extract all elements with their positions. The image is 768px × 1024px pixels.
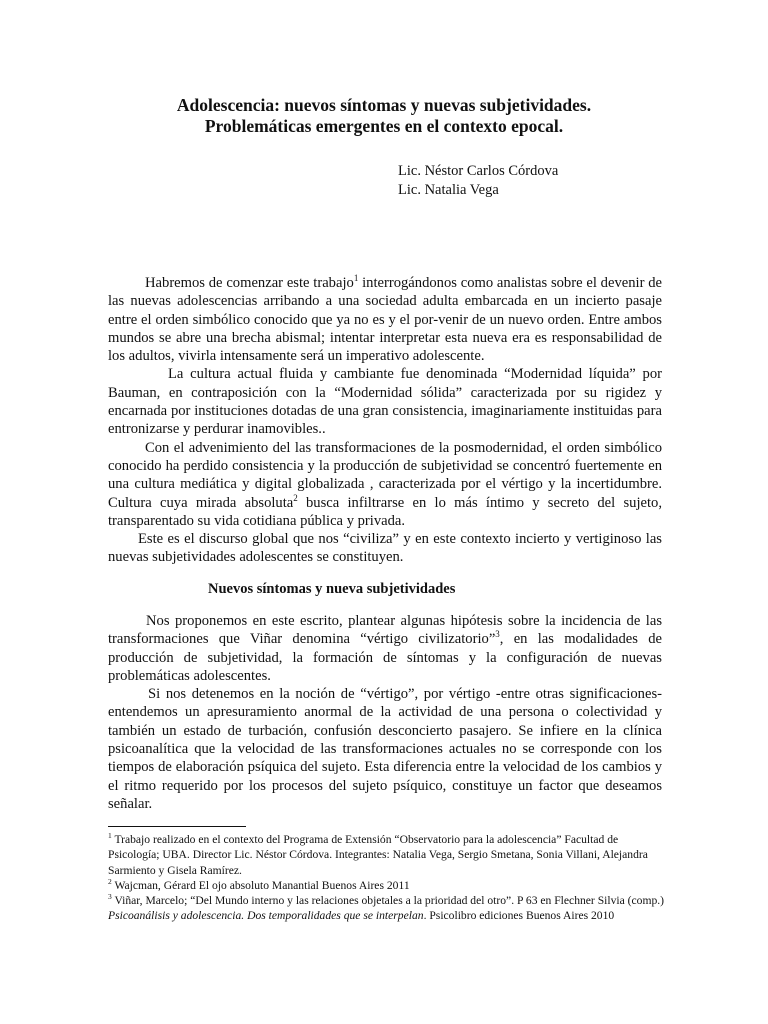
paragraph: Con el advenimiento del las transformaciones de la posmodernidad, el orden simbólico conocido ha perdido consistencia y la producción de subjetividad se concentró fuertemente en una cultura mediática y digital globalizada , caracterizada por el vértigo y la incertidumbre. Cultura cuya mirada absoluta$^2$ busca infiltrarse en lo más íntimo y secreto del sujeto, transparentado su vida cotidiana pública y privada. — [108, 439, 662, 529]
author-name: Lic. Néstor Carlos Córdova — [398, 163, 559, 179]
paragraph: Si nos detenemos en la noción de “vértigo”, por vértigo -entre otras significaciones- entendemos un apresuramiento anormal de la actividad de una persona o colectividad y también un estado de turbación, confusión desconcierto pasajero. Se infiere en la clínica psicoanalítica que la velocidad de las transformaciones actuales no se corresponde con los tiempos de elaboración psíquica del sujeto. Esta diferencia entre la velocidad de los cambios y el ritmo requerido por los procesos del sujeto psíquico, constituye un factor que deseamos señalar. — [108, 686, 662, 812]
intro-section — [108, 274, 662, 567]
footnotes — [108, 832, 666, 924]
author-name: Lic. Natalia Vega — [398, 182, 499, 198]
author-list — [398, 162, 558, 200]
footnote: $^3$ Viñar, Marcelo; “Del Mundo interno y las relaciones objetales a la prioridad del otro”. P 63 en Flechner Silvia (comp.) Psicoanálisis y adolescencia. Dos temporalidades que se interpelan. Psicolibro ediciones Buenos Aires 2010 — [108, 892, 665, 923]
paragraph: Este es el discurso global que nos “civiliza” y en este contexto incierto y vertiginoso las nuevas subjetividades adolescentes se constituyen. — [108, 531, 662, 566]
title-line-1: Adolescencia: nuevos síntomas y nuevas subjetividades. — [176, 95, 592, 115]
main-section — [108, 612, 662, 813]
section-heading: Nuevos síntomas y nueva subjetividades — [208, 581, 456, 597]
paragraph: Nos proponemos en este escrito, plantear algunas hipótesis sobre la incidencia de las transformaciones que Viñar denomina “vértigo civilizatorio”$^3$, en las modalidades de producción de subjetividad, la formación de síntomas y la configuración de nuevas problemáticas adolescentes. — [108, 613, 662, 684]
paragraph: La cultura actual fluida y cambiante fue denominada “Modernidad líquida” por Bauman, en contraposición con la “Modernidad sólida” caracterizada por su rigidez y encarnada por instituciones dotadas de una gran consistencia, imaginariamente instituidas para entronizarse y perdurar inamovibles.. — [108, 366, 662, 438]
footnote-ref: 2 — [293, 492, 298, 503]
footnote-ref: 1 — [353, 273, 359, 284]
title-line-2: Problemáticas emergentes en el contexto epocal. — [204, 116, 564, 136]
footnote: $^1$ Trabajo realizado en el contexto del Programa de Extensión “Observatorio para la adolescencia” Facultad de Psicología; UBA. Director Lic. Néstor Córdova. Integrantes: Natalia Vega, Sergio Smetana, Sonia Villani, Alejandra Sarmiento y Gisela Ramírez. — [108, 831, 648, 877]
footnote: $^2$ Wajcman, Gérard El ojo absoluto Manantial Buenos Aires 2011 — [108, 877, 410, 892]
paragraph: Habremos de comenzar este trabajo$^1$ interrogándonos como analistas sobre el devenir de las nuevas adolescencias arribando a una sociedad adulta embarcada en un incierto pasaje entre el orden simbólico conocido que ya no es y el por-venir de un nuevo orden. Entre ambos mundos se abre una brecha abismal; intentar interpretar esta nueva era es responsabilidad de los adultos, vivirla intensamente será un imperativo adolescente. — [108, 273, 662, 365]
document-title — [0, 95, 768, 137]
footnote-divider — [108, 826, 246, 827]
footnote-ref: 3 — [495, 629, 500, 640]
